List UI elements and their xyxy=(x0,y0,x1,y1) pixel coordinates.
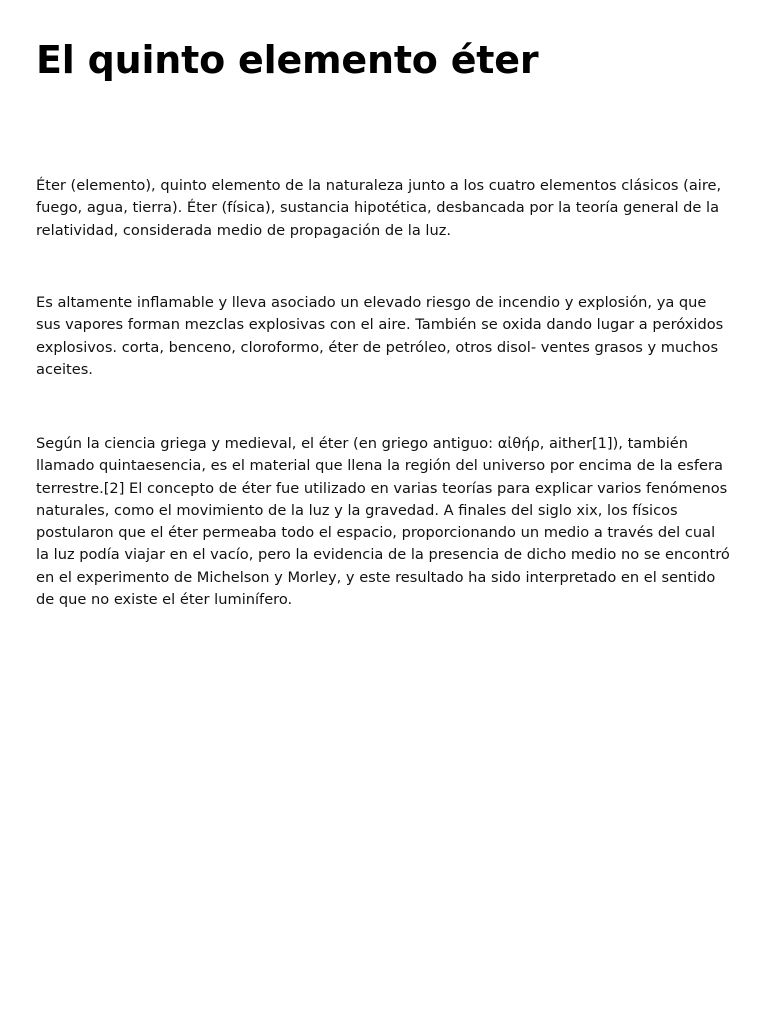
paragraph-inflamabilidad: Es altamente inflamable y lleva asociado un elevado riesgo de incendio y explosión, ya que sus vapores forman mezclas explosivas con el aire. También se oxida dando lugar a peróxidos explosivos. corta, benceno, cloroformo, éter de petróleo, otros disol- ventes grasos y muchos aceites. xyxy=(36,294,724,378)
paragraph-historia-eter: Según la ciencia griega y medieval, el éter (en griego antiguo: αἰθήρ, aither[1]), también llamado quintaesencia, es el material que llena la región del universo por encima de la esfera terrestre.[2] El concepto de éter fue utilizado en varias teorías para explicar varios fenómenos naturales, como el movimiento de la luz y la gravedad. A finales del siglo xix, los físicos postularon que el éter permeaba todo el espacio, proporcionando un medio a través del cual la luz podía viajar en el vacío, pero la evidencia de la presencia de dicho medio no se encontró en el experimento de Michelson y Morley, y este resultado ha sido interpretado en el sentido de que no existe el éter luminífero. xyxy=(36,435,730,609)
page-title: El quinto elemento éter xyxy=(36,38,539,82)
paragraph-eter-definiciones: Éter (elemento), quinto elemento de la naturaleza junto a los cuatro elementos clásicos (aire, fuego, agua, tierra). Éter (física), sustancia hipotética, desbancada por la teoría general de la relatividad, considerada medio de propagación de la luz. xyxy=(36,177,722,239)
